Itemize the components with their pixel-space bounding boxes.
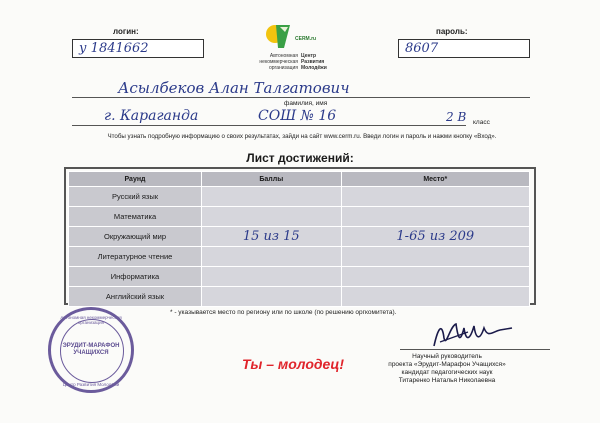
student-name: Асылбеков Алан Талгатович (118, 79, 350, 97)
table-row (69, 227, 530, 247)
logo-left-text: Автономная некоммерческая организация (259, 53, 298, 71)
info-text: Чтобы узнать подробную информацию о своих результатах, зайди на сайт www.cerm.ru. Введи логин и пароль и нажми кнопку «Вход». (107, 133, 497, 140)
score-cell (202, 287, 342, 307)
place-cell (341, 247, 529, 267)
signature-graphic (428, 318, 518, 352)
table-row (69, 287, 530, 307)
header-place: Место* (341, 172, 529, 187)
round-name: Математика (69, 207, 202, 227)
score-cell (202, 207, 342, 227)
place-cell (341, 287, 529, 307)
round-name: Литературное чтение (69, 247, 202, 267)
school-line (72, 125, 466, 126)
header-round: Раунд (69, 172, 202, 187)
achievements-title: Лист достижений: (246, 151, 354, 165)
class-label: класс (473, 119, 490, 126)
place-cell (341, 187, 529, 207)
score-cell (202, 187, 342, 207)
score-cell: 15 из 15 (202, 227, 342, 247)
round-name: Окружающий мир (69, 227, 202, 247)
round-name: Информатика (69, 267, 202, 287)
table-row (69, 247, 530, 267)
table-header (69, 172, 530, 187)
student-class: 2 В (446, 110, 467, 124)
place-cell (341, 207, 529, 227)
signature-line (400, 349, 550, 350)
table-row (69, 187, 530, 207)
name-line (72, 97, 530, 98)
score-cell (202, 267, 342, 287)
name-caption: фамилия, имя (284, 100, 328, 107)
slogan: Ты – молодец! (242, 356, 345, 372)
student-school: СОШ № 16 (258, 108, 337, 124)
place-cell: 1-65 из 209 (341, 227, 529, 247)
logo-brand: CERM.ru (295, 36, 317, 42)
password-value: 8607 (405, 41, 439, 56)
login-label: логин: (113, 27, 139, 36)
login-box (72, 39, 204, 58)
place-cell (341, 267, 529, 287)
header-score: Баллы (202, 172, 342, 187)
table-row (69, 267, 530, 287)
round-name: Английский язык (69, 287, 202, 307)
round-name: Русский язык (69, 187, 202, 207)
score-cell (202, 247, 342, 267)
table-row (69, 207, 530, 227)
results-table (68, 171, 530, 307)
logo-right-text: Центр Развития Молодёжи (301, 53, 327, 71)
cerm-logo-icon (266, 22, 292, 52)
stamp-ring-top: Автономная некоммерческая организация (60, 315, 122, 325)
login-value: у 1841662 (79, 41, 149, 56)
table-footnote: * - указывается место по региону или по школе (по решению оргкомитета). (170, 309, 397, 316)
organization-stamp (48, 307, 134, 393)
signature-block: Научный руководитель проекта «Эрудит-Марафон Учащихся» кандидат педагогических наук Титаренко Наталья Николаевна (388, 353, 506, 384)
password-label: пароль: (436, 27, 468, 36)
student-city: г. Караганда (104, 108, 199, 124)
password-box (398, 39, 530, 58)
stamp-name: ЭРУДИТ-МАРАФОН УЧАЩИХСЯ (62, 343, 120, 356)
stamp-ring-bottom: Центр Развития Молодёжи (62, 382, 120, 387)
organization-logo (259, 22, 336, 72)
